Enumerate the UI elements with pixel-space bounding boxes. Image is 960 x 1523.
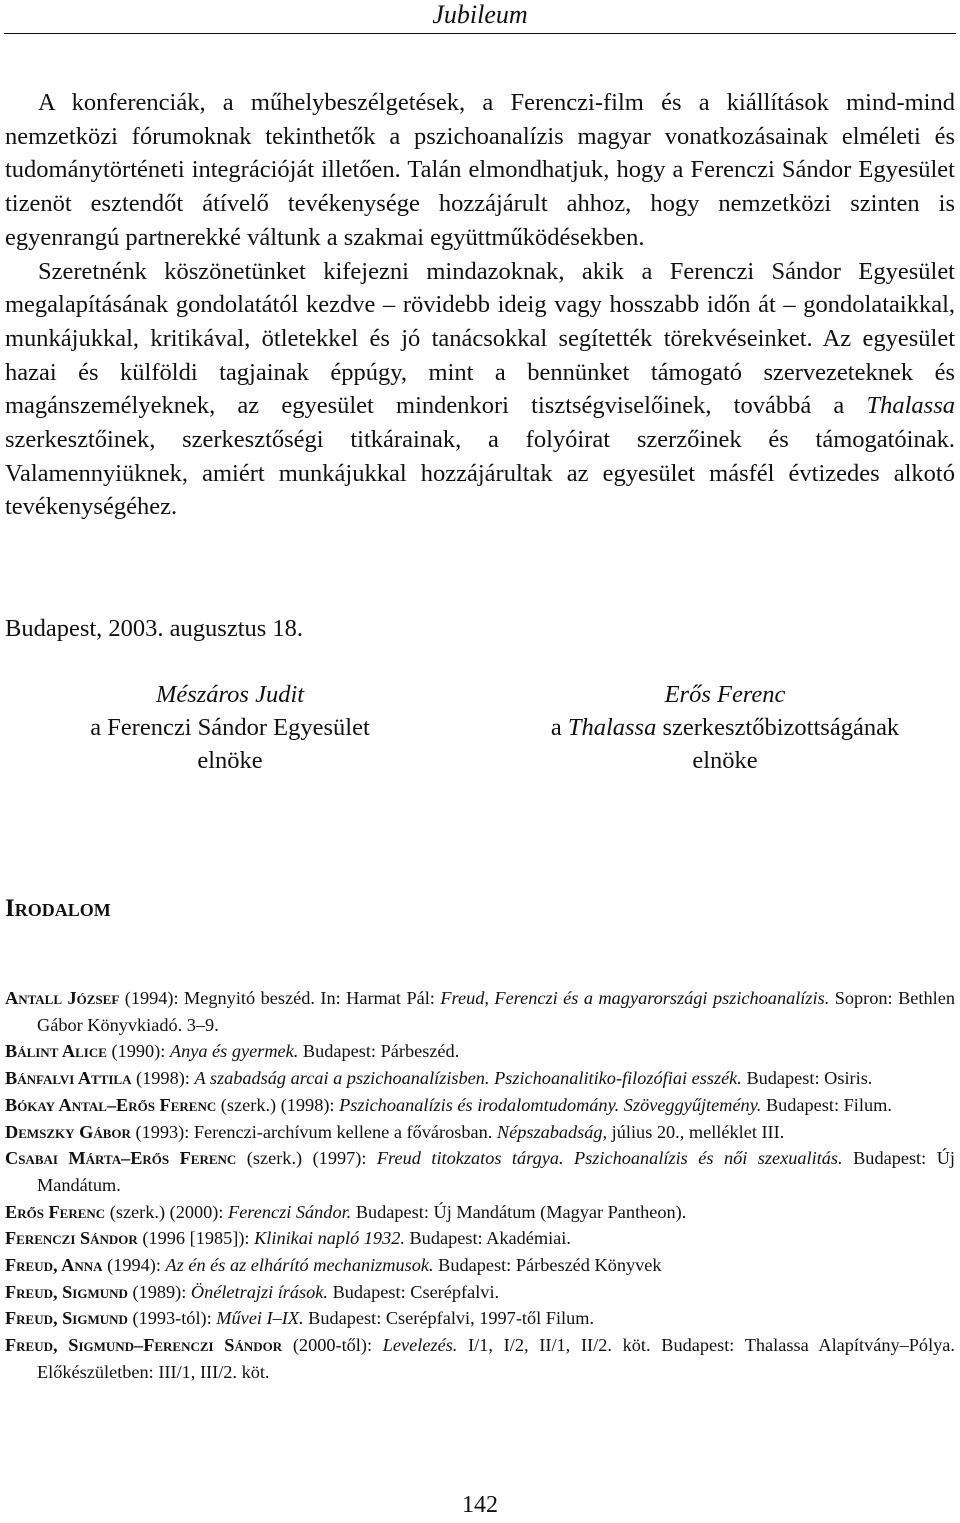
italic-title: Freud, Ferenczi és a magyarországi pszichoanalízis.: [440, 988, 830, 1008]
signatory-affiliation: [490, 711, 960, 744]
italic-title: Pszichoanalízis és irodalomtudomány. Szöveggyűjtemény.: [339, 1094, 762, 1115]
reference-entry: [5, 1252, 955, 1279]
italic-title: Az én és az elhárító mechanizmusok.: [165, 1255, 434, 1276]
text-run: szerkesztőinek, szerkesztőségi titkárainak, a folyóirat szerzőinek és támogatóinak. Valamennyiüknek, amiért munkájukkal hozzájárultak az egyesület másfél évtizedes alkotó tevékenységéhez.: [5, 426, 955, 521]
signatory-name: Erős Ferenc: [664, 681, 786, 708]
text-run: (1994):: [102, 1255, 166, 1276]
paragraph-2: [5, 255, 955, 525]
signatory-name: Mészáros Judit: [155, 681, 305, 708]
text-run: (1993-tól):: [127, 1308, 217, 1329]
text-run: Budapest: Filum.: [761, 1094, 892, 1115]
reference-author: Freud, Sigmund: [5, 1308, 128, 1329]
text-run: Sopron: Bethlen Gábor Könyvkiadó. 3–9.: [37, 988, 955, 1035]
reference-entry: [5, 1279, 955, 1306]
italic-title: Klinikai napló 1932.: [254, 1228, 405, 1249]
reference-author: Demszky Gábor: [5, 1121, 131, 1142]
body-text: [5, 86, 955, 524]
reference-entry: [5, 1092, 955, 1119]
bibliography-title: Irodalom: [5, 895, 111, 922]
dateline: Budapest, 2003. augusztus 18.: [5, 615, 304, 642]
text-run: (1993): Ferenczi-archívum kellene a fővárosban.: [130, 1121, 497, 1142]
italic-title: Anya és gyermek.: [169, 1041, 299, 1062]
text-run: I/1, I/2, II/1, II/2. köt. Budapest: Thalassa Alapítvány–Pólya. Előkészületben: III/1, III/2. köt.: [37, 1335, 955, 1382]
affiliation-suffix: szerkesztőbizottságának: [656, 714, 900, 741]
signatory-role: elnöke: [692, 747, 758, 774]
reference-entry: [5, 1305, 955, 1332]
reference-entry: [5, 1332, 955, 1385]
reference-entry: [5, 985, 955, 1038]
reference-author: Antall József: [5, 988, 120, 1008]
text-run: Budapest: Akadémiai.: [404, 1228, 571, 1249]
italic-title: Ferenczi Sándor.: [228, 1201, 352, 1222]
text-run: (szerk.) (1997):: [236, 1148, 377, 1169]
reference-entry: [5, 1065, 955, 1092]
affiliation-prefix: a: [550, 714, 568, 741]
italic-title: Művei I–IX.: [216, 1308, 304, 1329]
italic-title: Thalassa: [866, 392, 955, 420]
reference-author: Bókay Antal–Erős Ferenc: [5, 1094, 217, 1115]
text-run: Szeretnénk köszönetünket kifejezni mindazoknak, akik a Ferenczi Sándor Egyesület megalapításának gondolatától kezdve – rövidebb ideig vagy hosszabb időn át – gondolataikkal, munkájukkal, kritikával, ötletekkel és jó tanácsokkal segítették törekvéseinket. Az egyesület hazai és külföldi tagjainak éppúgy, mint a bennünket támogató szervezeteknek és magánszemélyeknek, az egyesület mindenkori tisztségviselőinek, továbbá a: [5, 257, 955, 420]
text-run: július 20., melléklet III.: [607, 1121, 785, 1142]
signature-left: [40, 678, 420, 777]
reference-entry: [5, 1145, 955, 1198]
text-run: (1996 [1985]):: [137, 1228, 255, 1249]
italic-title: Freud titokzatos tárgya. Pszichoanalízis és női szexualitás.: [376, 1148, 843, 1169]
reference-author: Ferenczi Sándor: [5, 1228, 138, 1249]
italic-title: Levelezés.: [382, 1335, 458, 1356]
text-run: Budapest: Osiris.: [741, 1068, 873, 1089]
text-run: (1990):: [106, 1041, 170, 1062]
journal-name: Thalassa: [567, 714, 657, 741]
text-run: Budapest: Új Mandátum (Magyar Pantheon).: [351, 1201, 687, 1222]
reference-author: Freud, Anna: [5, 1255, 103, 1276]
signatory-role: elnöke: [197, 747, 263, 774]
text-run: (1989):: [127, 1281, 191, 1302]
reference-author: Freud, Sigmund: [5, 1281, 128, 1302]
text-run: A konferenciák, a műhelybeszélgetések, a Ferenczi-film és a kiállítások mind-mind nemzetközi fórumoknak tekinthetők a pszichoanalízis magyar vonatkozásainak elméleti és tudománytörténeti integrációját illetően. Talán elmondhatjuk, hogy a Ferenczi Sándor Egyesület tizenöt esztendőt átívelő tevékenysége hozzájárult ahhoz, hogy nemzetközi szinten is egyenrangú partnerekké váltunk a szakmai együttműködésekben.: [5, 89, 955, 251]
paragraph-1: [5, 86, 955, 255]
reference-author: Csabai Márta–Erős Ferenc: [5, 1148, 237, 1169]
reference-entry: [5, 1225, 955, 1252]
text-run: Budapest: Cserépfalvi, 1997-től Filum.: [303, 1308, 595, 1329]
signature-right: [490, 678, 960, 777]
page-number: 142: [462, 1492, 498, 1518]
reference-entry: [5, 1038, 955, 1065]
signatory-affiliation: a Ferenczi Sándor Egyesület: [90, 714, 370, 741]
italic-title: Népszabadság,: [496, 1121, 608, 1142]
reference-entry: [5, 1199, 955, 1226]
header-rule: [4, 33, 956, 34]
reference-author: Erős Ferenc: [5, 1201, 106, 1222]
text-run: Budapest: Új Mandátum.: [37, 1148, 955, 1195]
text-run: (1994): Megnyitó beszéd. In: Harmat Pál:: [119, 988, 441, 1008]
running-head: Jubileum: [432, 0, 528, 29]
reference-list: [5, 985, 955, 1386]
reference-author: Bálint Alice: [5, 1041, 107, 1062]
reference-author: Bánfalvi Attila: [5, 1068, 132, 1089]
text-run: (szerk.) (2000):: [105, 1201, 229, 1222]
text-run: (szerk.) (1998):: [216, 1094, 340, 1115]
text-run: Budapest: Cserépfalvi.: [328, 1281, 500, 1302]
italic-title: Önéletrajzi írások.: [190, 1281, 328, 1302]
text-run: (2000-től):: [282, 1335, 383, 1356]
italic-title: A szabadság arcai a pszichoanalízisben. Pszichoanalitiko-filozófiai esszék.: [194, 1068, 742, 1089]
reference-author: Freud, Sigmund–Ferenczi Sándor: [5, 1335, 283, 1356]
text-run: (1998):: [131, 1068, 195, 1089]
text-run: Budapest: Párbeszéd Könyvek: [433, 1255, 662, 1276]
text-run: Budapest: Párbeszéd.: [298, 1041, 460, 1062]
reference-entry: [5, 1119, 955, 1146]
